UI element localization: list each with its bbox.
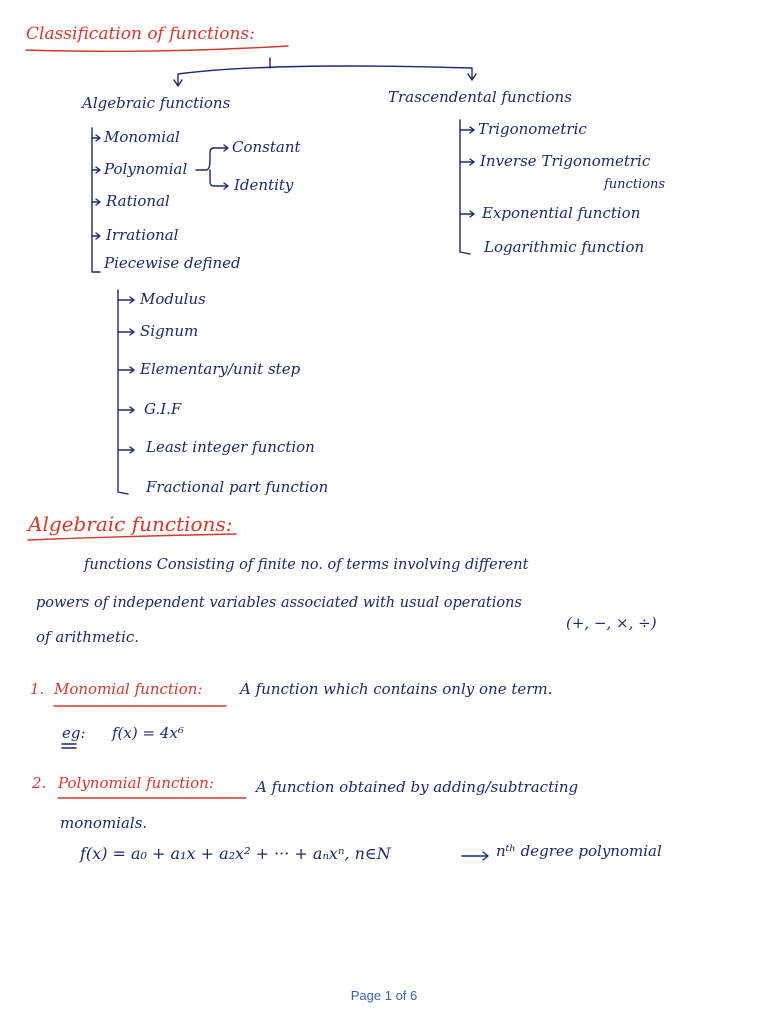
example-expression: f(x) = 4x⁶ bbox=[112, 724, 184, 742]
paragraph-line-3: of arithmetic. bbox=[36, 628, 140, 646]
def2-text: A function obtained by adding/subtracting bbox=[256, 778, 579, 796]
def2-number: 2. bbox=[32, 774, 47, 792]
paragraph-line-1: functions Consisting of finite no. of terms involving different bbox=[84, 557, 529, 573]
transcendental-item-exponential: Exponential function bbox=[482, 204, 641, 222]
algebraic-item-piecewise: Piecewise defined bbox=[104, 254, 241, 272]
algebraic-item-monomial: Monomial bbox=[104, 128, 180, 146]
def1-term: Monomial function: bbox=[54, 680, 203, 698]
polynomial-result: nᵗʰ degree polynomial bbox=[496, 842, 662, 860]
transcendental-item-inverse-trig: Inverse Trigonometric bbox=[480, 152, 651, 170]
piecewise-sub-fractional: Fractional part function bbox=[146, 478, 329, 496]
polynomial-sub-identity: Identity bbox=[234, 176, 294, 194]
transcendental-item-logarithmic: Logarithmic function bbox=[484, 238, 645, 256]
algebraic-item-irrational: Irrational bbox=[106, 226, 179, 244]
polynomial-formula: f(x) = a₀ + a₁x + a₂x² + ··· + aₙxⁿ, n∈N bbox=[80, 844, 391, 863]
piecewise-sub-gif: G.I.F bbox=[144, 400, 182, 418]
def2-continuation: monomials. bbox=[60, 814, 148, 832]
algebraic-item-rational: Rational bbox=[106, 192, 170, 210]
algebraic-item-polynomial: Polynomial bbox=[104, 160, 188, 178]
paragraph-operations: (+, −, ×, ÷) bbox=[566, 614, 657, 632]
piecewise-sub-modulus: Modulus bbox=[140, 290, 206, 308]
def1-number: 1. bbox=[30, 680, 45, 698]
polynomial-sub-constant: Constant bbox=[232, 138, 301, 156]
piecewise-sub-signum: Signum bbox=[140, 322, 199, 340]
paragraph-line-2: powers of independent variables associated with usual operations bbox=[36, 595, 522, 611]
def2-term: Polynomial function: bbox=[58, 774, 214, 792]
section-heading: Algebraic functions: bbox=[28, 512, 233, 536]
page-title: Classification of functions: bbox=[26, 24, 255, 44]
example-label: eg: bbox=[62, 724, 86, 742]
piecewise-sub-unit-step: Elementary/unit step bbox=[140, 360, 301, 378]
piecewise-sub-least-integer: Least integer function bbox=[146, 438, 315, 456]
transcendental-heading: Trascendental functions bbox=[388, 88, 572, 106]
transcendental-item-trig: Trigonometric bbox=[478, 120, 587, 138]
page-indicator: Page 1 of 6 bbox=[350, 988, 418, 1003]
def1-text: A function which contains only one term. bbox=[240, 680, 553, 698]
transcendental-item-inverse-trig-cont: functions bbox=[604, 177, 666, 192]
algebraic-heading: Algebraic functions bbox=[82, 94, 231, 112]
